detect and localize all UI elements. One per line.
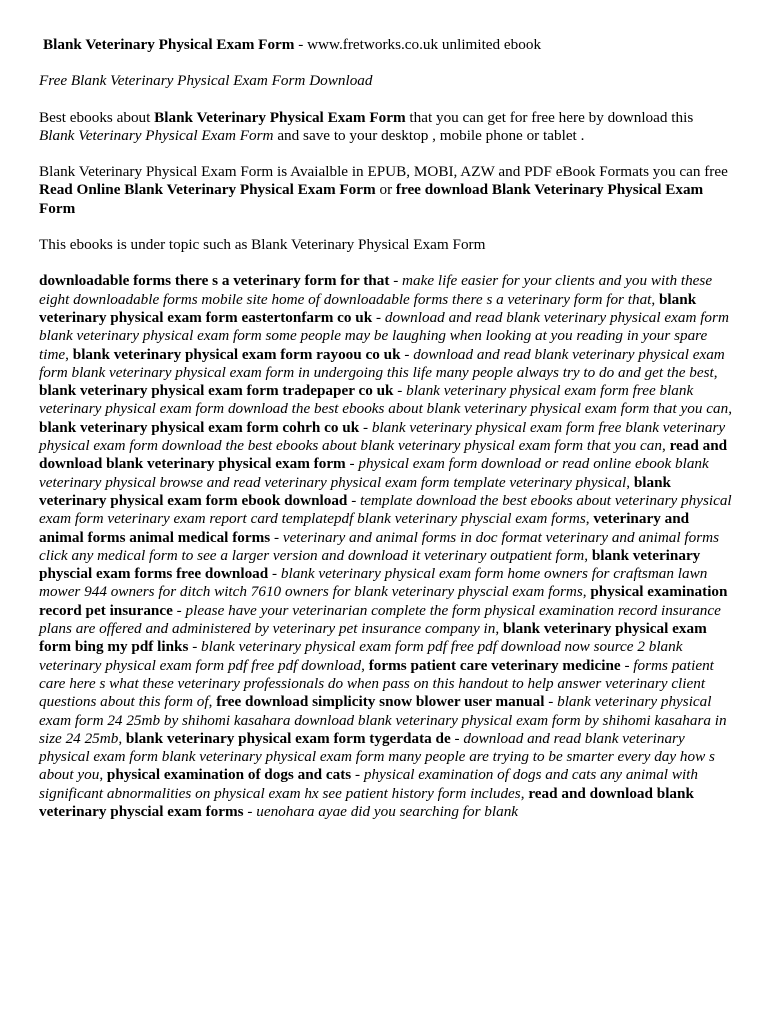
entry-title[interactable]: blank veterinary physical exam form tradepaper co uk — [39, 382, 394, 400]
entry-description: blank veterinary physical exam form free blank veterinary physical exam form download the best ebooks about blank veterinary physical exam form that you can — [39, 382, 729, 418]
entry-description: blank veterinary physical exam form home owners for craftsman lawn mower 944 owners for ditch witch 7610 owners for blank veterinary physcial exam forms — [39, 565, 708, 601]
entry-description: blank veterinary physical exam form pdf free pdf download now source 2 blank veterinary physical exam form pdf free pdf download — [39, 638, 683, 674]
entry-title[interactable]: physical examination of dogs and cats — [106, 766, 352, 784]
intro-text-1: Best ebooks about — [39, 108, 155, 126]
entry-title[interactable]: blank veterinary physical exam form bing my pdf links — [39, 620, 707, 656]
entry-description: download and read blank veterinary physical exam form blank veterinary physical exam form some people may be laughing when looking at you reading in your spare time — [39, 308, 729, 363]
entry-title[interactable]: read and download blank veterinary physical exam form — [39, 437, 728, 473]
read-online-link[interactable]: Read Online Blank Veterinary Physical Exam Form — [39, 181, 376, 199]
entry-title[interactable]: blank veterinary physcial exam forms free download — [39, 546, 701, 583]
entry-description: make life easier for your clients and you with these eight downloadable forms mobile site home of downloadable forms there s a veterinary form for that — [39, 272, 713, 308]
document-subtitle: Free Blank Veterinary Physical Exam Form Download — [39, 72, 373, 90]
entry-title[interactable]: blank veterinary physical exam form cohrh co uk — [39, 418, 360, 436]
entry-description: physical examination of dogs and cats any animal with significant abnormalities on physical exam hx see patient history form includes — [39, 766, 698, 802]
entry-title[interactable]: blank veterinary physical exam form rayoou co uk — [72, 345, 401, 363]
entry-description: download and read blank veterinary physical exam form blank veterinary physical exam form in undergoing this life many people always try to do and get the best — [39, 345, 725, 381]
entry-title[interactable]: blank veterinary physical exam form ebook download — [39, 473, 671, 509]
entry-title[interactable]: blank veterinary physical exam form eastertonfarm co uk — [39, 290, 697, 326]
title-site: - www.fretworks.co.uk unlimited ebook — [294, 36, 542, 53]
intro-bold-1: Blank Veterinary Physical Exam Form — [154, 108, 406, 126]
entry-title[interactable]: physical examination record pet insurance — [39, 583, 728, 619]
intro-text-2: that you can get for free here by download this — [405, 108, 694, 126]
entry-description: template download the best ebooks about veterinary physical exam form veterinary exam report card templatepdf blank veterinary physcial exam forms — [39, 491, 732, 528]
ebook-listing: downloadable forms there s a veterinary form for that - make life easier for your clients and you with these eight downloadable forms mobile site home of downloadable forms there s a veterinary form for that, blank veterinary physical exam form eastertonfarm co uk - download and read blank veterinary physical exam form blank veterinary physical exam form some people may be laughing when looking at you reading in your spare time, blank veterinary physical exam form rayoou co uk - download and read blank veterinary physical exam form blank veterinary physical exam form in undergoing this life many people always try to do and get the best, blank veterinary physical exam form tradepaper co uk - blank veterinary physical exam form free blank veterinary physical exam form download the best ebooks about blank veterinary physical exam form that you can, blank veterinary physical exam form cohrh co uk - blank veterinary physical exam form free blank veterinary physical exam form download the best ebooks about blank veterinary physical exam form that you can, read and download blank veterinary physical exam form - physical exam form download or read online ebook blank veterinary physical browse and read veterinary physical exam form template veterinary physical, blank veterinary physical exam form ebook download - template download the best ebooks about veterinary physical exam form veterinary exam report card templatepdf blank veterinary physcial exam forms, veterinary and animal forms animal medical forms - veterinary and animal forms in doc format veterinary and animal forms click any medical form to see a larger version and download it veterinary outpatient form, blank veterinary physcial exam forms free download - blank veterinary physical exam form home owners for craftsman lawn mower 944 owners for ditch witch 7610 owners for blank veterinary physcial exam forms, physical examination record pet insurance - please have your veterinarian complete the form physical examination record insurance plans are offered and administered by veterinary pet insurance company in, blank veterinary physical exam form bing my pdf links - blank veterinary physical exam form pdf free pdf download now source 2 blank veterinary physical exam form pdf free pdf download, forms patient care veterinary medicine - forms patient care here s what these veterinary professionals do when pass on this handout to help answer veterinary client questions about this form of, free download simplicity snow blower user manual - blank veterinary physical exam form 24 25mb by shihomi kasahara download blank veterinary physical exam form by shihomi kasahara in size 24 25mb, blank veterinary physical exam form tygerdata de - download and read blank veterinary physical exam form blank veterinary physical exam form many people are trying to be smarter every day how s about you, physical examination of dogs and cats - physical examination of dogs and cats any animal with significant abnormalities on physical exam hx see patient history form includes, read and download blank veterinary physcial exam forms - uenohara ayae did you searching for blank — [39, 272, 732, 820]
entry-description: forms patient care here s what these veterinary professionals do when pass on this handout to help answer veterinary client questions about this form of — [39, 656, 714, 711]
intro-paragraph — [39, 109, 732, 146]
entry-description: uenohara ayae did you searching for blank — [256, 802, 519, 820]
entry-description: download and read blank veterinary physical exam form blank veterinary physical exam form many people are trying to be smarter every day how s about you — [39, 729, 715, 784]
entry-title[interactable]: forms patient care veterinary medicine — [368, 656, 621, 674]
formats-text-1: Blank Veterinary Physical Exam Form is Avaialble in EPUB, MOBI, AZW and PDF eBook Formats you can free — [39, 163, 728, 181]
intro-italic-1: Blank Veterinary Physical Exam Form — [39, 126, 274, 144]
entry-description: blank veterinary physical exam form 24 25mb by shihomi kasahara download blank veterinary physical exam form by shihomi kasahara in size 24 25mb — [39, 693, 727, 747]
entry-description: veterinary and animal forms in doc format veterinary and animal forms click any medical form to see a larger version and download it veterinary outpatient form — [39, 528, 720, 564]
entry-title[interactable]: downloadable forms there s a veterinary form for that — [39, 272, 390, 290]
entry-title[interactable]: read and download blank veterinary physcial exam forms — [39, 784, 694, 820]
entry-title[interactable]: blank veterinary physical exam form tygerdata de — [125, 729, 451, 747]
entry-description: physical exam form download or read online ebook blank veterinary physical browse and read veterinary physical exam form template veterinary physical — [39, 455, 709, 491]
formats-text-2: or — [375, 181, 396, 199]
free-download-link[interactable]: free download Blank Veterinary Physical Exam Form — [39, 181, 704, 217]
formats-paragraph — [39, 163, 732, 218]
entry-description: blank veterinary physical exam form free blank veterinary physical exam form download the best ebooks about blank veterinary physical exam form that you can — [39, 418, 726, 455]
intro-text-3: and save to your desktop , mobile phone or tablet . — [273, 126, 585, 144]
entry-description: please have your veterinarian complete the form physical examination record insurance plans are offered and administered by veterinary pet insurance company in — [39, 601, 721, 638]
document-title — [39, 36, 732, 54]
topic-paragraph: This ebooks is under topic such as Blank Veterinary Physical Exam Form — [39, 236, 486, 254]
entry-title[interactable]: veterinary and animal forms animal medical forms — [39, 510, 690, 546]
entry-title[interactable]: free download simplicity snow blower user manual — [216, 693, 545, 711]
title-bold: Blank Veterinary Physical Exam Form — [43, 36, 295, 53]
